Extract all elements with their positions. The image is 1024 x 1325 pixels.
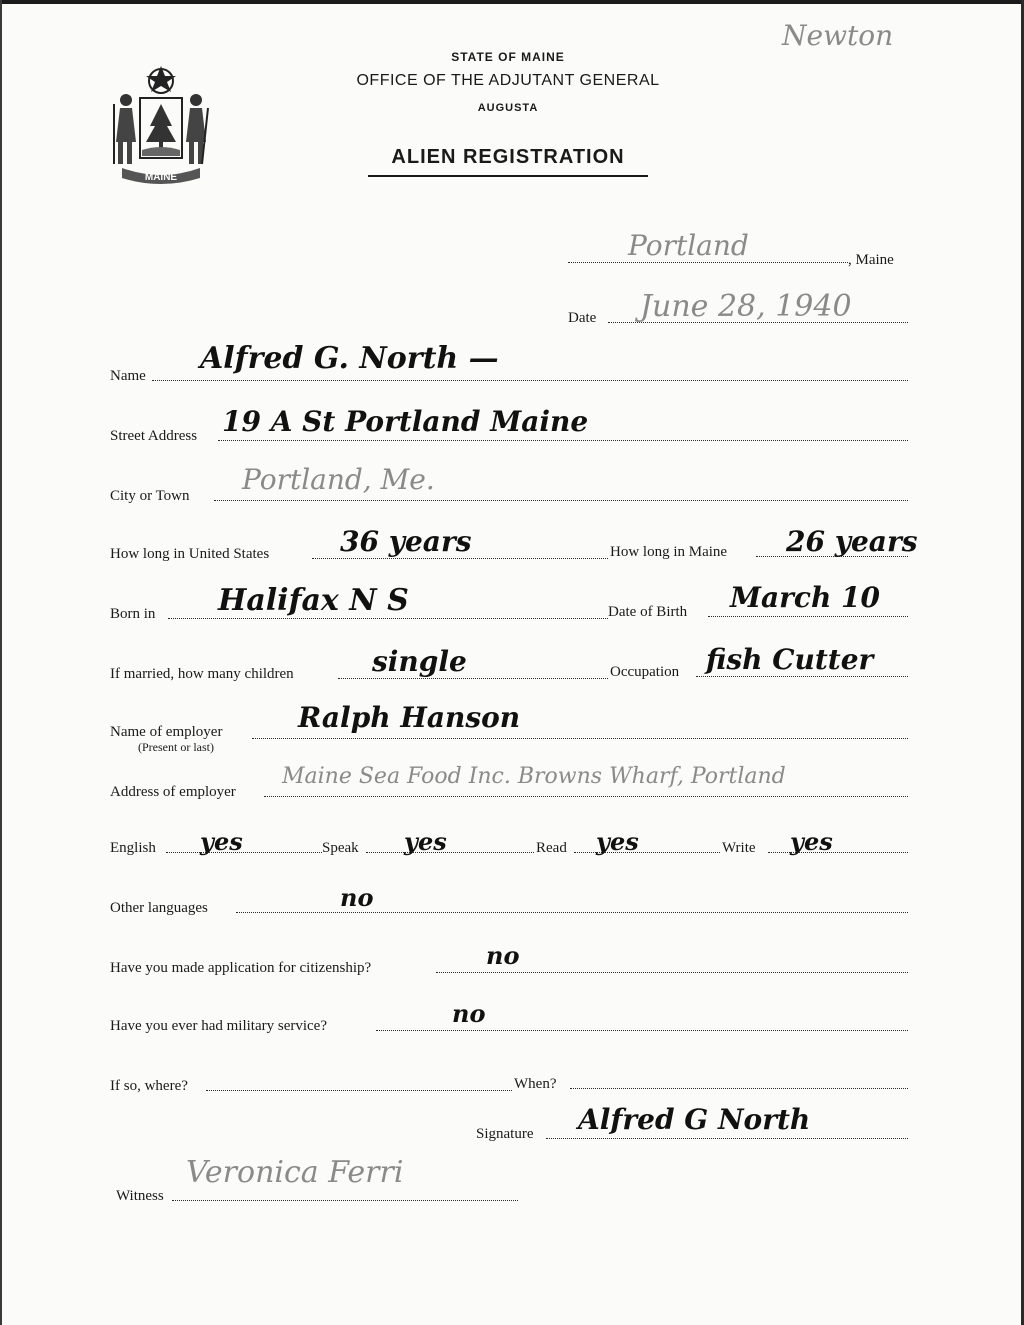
employer-sublabel: (Present or last) (138, 740, 214, 754)
read-label: Read (536, 840, 567, 856)
witness-value: Veronica Ferri (186, 1155, 404, 1190)
children-value: single (372, 645, 467, 678)
employer-line (252, 738, 908, 739)
citizenship-line (436, 972, 908, 973)
other-languages-line (236, 912, 908, 913)
occupation-line (696, 676, 908, 677)
when-line (570, 1088, 908, 1089)
header-state: STATE OF MAINE (451, 50, 565, 64)
born-in-line (168, 618, 608, 619)
born-in-label: Born in (110, 606, 156, 622)
read-value: yes (596, 827, 639, 856)
dob-label: Date of Birth (608, 604, 688, 620)
speak-label: Speak (322, 840, 359, 856)
signature-label: Signature (476, 1126, 534, 1142)
citizenship-label: Have you made application for citizenship? (110, 960, 372, 976)
city-label: City or Town (110, 488, 190, 504)
title-underline (368, 175, 648, 177)
place-suffix-label: , Maine (848, 252, 894, 268)
place-line (568, 262, 848, 263)
employer-label: Name of employer (110, 724, 223, 740)
dob-value: March 10 (730, 581, 881, 614)
military-value: no (452, 999, 486, 1028)
where-label: If so, where? (110, 1078, 188, 1094)
maine-duration-value: 26 years (786, 525, 918, 558)
employer-address-label: Address of employer (110, 784, 236, 800)
scan-border-top (0, 0, 1024, 4)
occupation-label: Occupation (610, 664, 680, 680)
name-label: Name (110, 368, 146, 384)
when-label: When? (514, 1076, 557, 1092)
city-line (214, 500, 908, 501)
us-duration-line (312, 558, 608, 559)
date-label: Date (568, 310, 597, 326)
military-label: Have you ever had military service? (110, 1018, 327, 1034)
write-label: Write (722, 840, 756, 856)
date-value: June 28, 1940 (640, 289, 852, 324)
other-languages-value: no (340, 883, 374, 912)
header-office: OFFICE OF THE ADJUTANT GENERAL (356, 72, 660, 89)
where-line (206, 1090, 512, 1091)
speak-line (366, 852, 534, 853)
name-line (152, 380, 908, 381)
employer-address-line (264, 796, 908, 797)
citizenship-value: no (486, 941, 520, 970)
write-value: yes (790, 827, 833, 856)
us-duration-label: How long in United States (110, 546, 270, 562)
dob-line (708, 616, 908, 617)
english-line (166, 852, 322, 853)
seal-banner-text: MAINE (144, 172, 178, 183)
born-in-value: Halifax N S (218, 583, 409, 618)
signature-value: Alfred G North (578, 1103, 811, 1136)
street-line (218, 440, 908, 441)
write-line (768, 852, 908, 853)
place-value: Portland (628, 229, 749, 262)
witness-line (172, 1200, 518, 1201)
children-line (338, 678, 608, 679)
form-title: ALIEN REGISTRATION (391, 146, 625, 168)
occupation-value: fish Cutter (706, 643, 874, 676)
signature-line (546, 1138, 908, 1139)
corner-surname-annotation: Newton (782, 19, 894, 52)
witness-label: Witness (116, 1188, 164, 1204)
name-value: Alfred G. North — (200, 341, 499, 376)
employer-value: Ralph Hanson (298, 701, 521, 734)
street-label: Street Address (110, 428, 198, 444)
other-languages-label: Other languages (110, 900, 208, 916)
speak-value: yes (404, 827, 447, 856)
maine-duration-label: How long in Maine (610, 544, 728, 560)
english-value: yes (200, 827, 243, 856)
children-label: If married, how many children (110, 666, 294, 682)
header-city: AUGUSTA (477, 102, 539, 114)
english-label: English (110, 840, 156, 856)
street-value: 19 A St Portland Maine (222, 405, 589, 438)
employer-address-value: Maine Sea Food Inc. Browns Wharf, Portland (282, 764, 786, 789)
military-line (376, 1030, 908, 1031)
us-duration-value: 36 years (340, 525, 472, 558)
scan-border-left (0, 0, 2, 1325)
city-value: Portland, Me. (242, 463, 435, 496)
